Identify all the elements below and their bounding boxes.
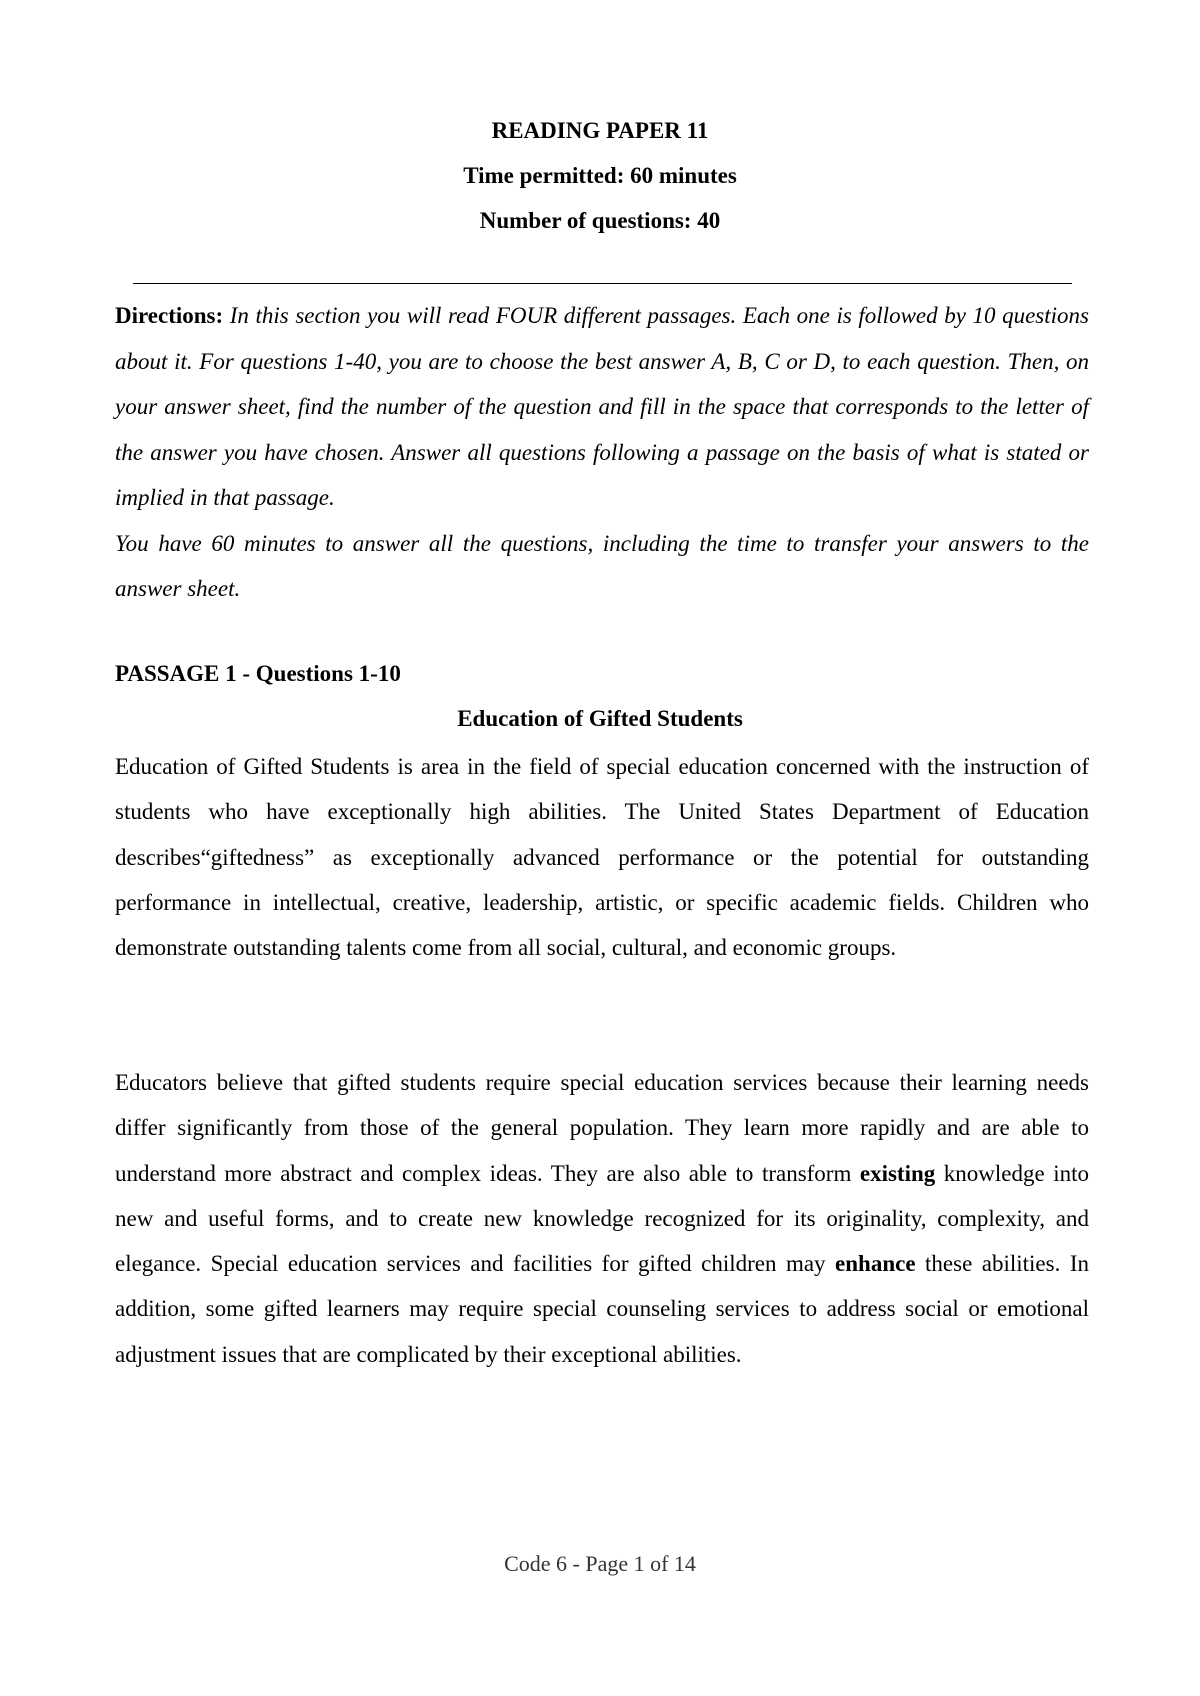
paragraph-2-part-2: knowledge into new and useful forms, and to create new knowledge recognized for its originality, complexity, and elegance. Special education services and facilities for gifted children may bbox=[115, 1160, 1089, 1277]
directions-text: In this section you will read FOUR different passages. Each one is followed by 10 questions about it. For questions 1-40, you are to choose the best answer A, B, C or D, to each question. Then, on your answer sheet, find the number of the question and fill in the space that corresponds to the letter of the answer you have chosen. Answer all questions following a passage on the basis of what is stated or implied in that passage. bbox=[115, 303, 1089, 510]
horizontal-divider bbox=[133, 283, 1072, 284]
passage-title: Education of Gifted Students bbox=[457, 706, 743, 731]
bold-word-existing: existing bbox=[859, 1160, 936, 1186]
directions-label: Directions: bbox=[115, 303, 224, 328]
passage-paragraph-2 bbox=[115, 1060, 1089, 1377]
number-of-questions: Number of questions: 40 bbox=[479, 208, 721, 233]
passage-paragraph-1 bbox=[115, 744, 1089, 970]
paragraph-2-part-1: Educators believe that gifted students require special education services because their learning needs differ significantly from those of the general population. They learn more rapidly and are able to understand more abstract and complex ideas. They are also able to transform bbox=[115, 1070, 1089, 1186]
document-header bbox=[0, 108, 1200, 243]
page-footer: Code 6 - Page 1 of 14 bbox=[504, 1551, 696, 1576]
time-permitted: Time permitted: 60 minutes bbox=[463, 163, 737, 188]
directions-time-note: You have 60 minutes to answer all the questions, including the time to transfer your answers to the answer sheet. bbox=[115, 530, 1089, 601]
passage-heading: PASSAGE 1 - Questions 1-10 bbox=[115, 661, 401, 686]
paragraph-1-text: Education of Gifted Students is area in the field of special education concerned with the instruction of students who have exceptionally high abilities. The United States Department of Education describes“giftedness” as exceptionally advanced performance or the potential for outstanding performance in intellectual, creative, leadership, artistic, or specific academic fields. Children who demonstrate outstanding talents come from all social, cultural, and economic groups. bbox=[115, 754, 1089, 961]
directions-paragraph bbox=[115, 293, 1089, 521]
bold-word-enhance: enhance bbox=[835, 1251, 916, 1277]
paper-title: READING PAPER 11 bbox=[491, 118, 709, 143]
directions-block bbox=[115, 293, 1089, 612]
paragraph-2-part-3: these abilities. In addition, some gifted learners may require special counseling services to address social or emotional adjustment issues that are complicated by their exceptional abilities. bbox=[115, 1251, 1089, 1367]
paragraph-2-text bbox=[115, 1060, 1089, 1377]
